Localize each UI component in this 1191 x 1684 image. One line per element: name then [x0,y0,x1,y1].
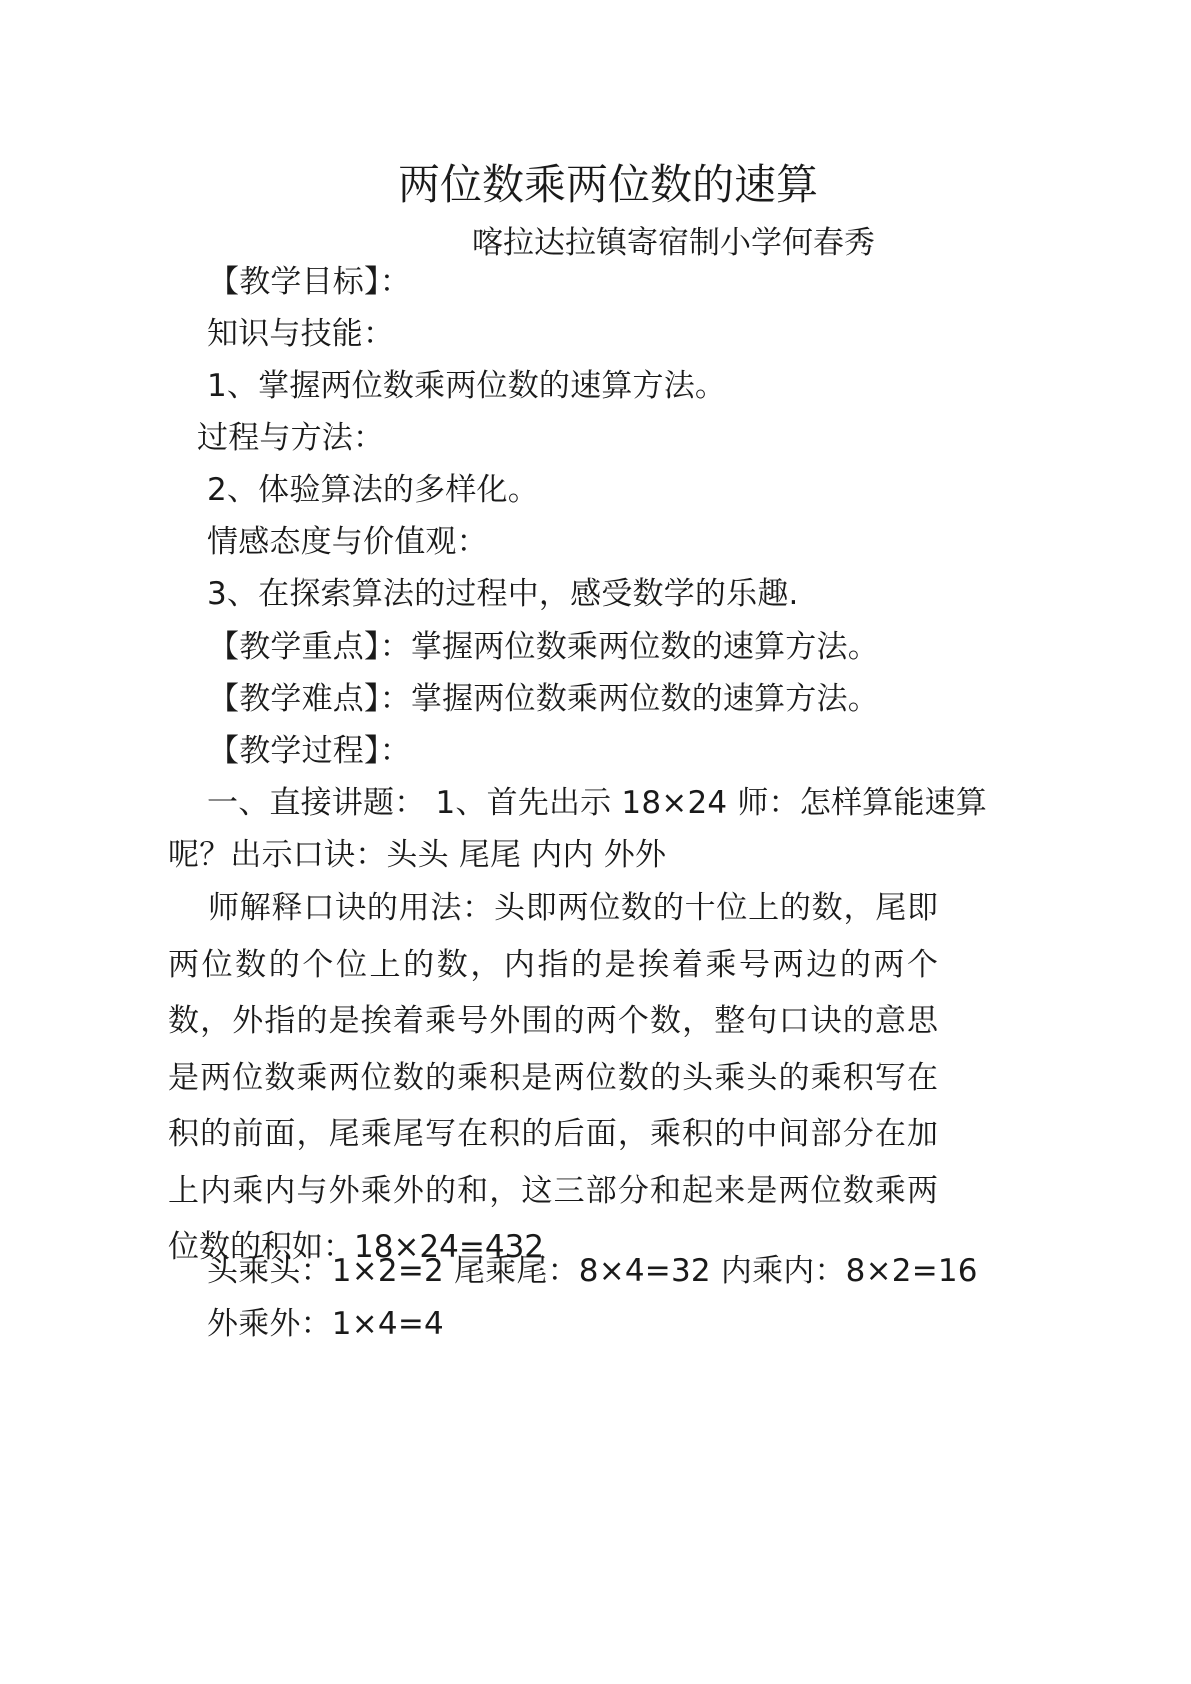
explanation-paragraph: 师解释口诀的用法：头即两位数的十位上的数，尾即两位数的个位上的数，内指的是挨着乘号两边的两个数，外指的是挨着乘号外围的两个数，整句口诀的意思是两位数乘两位数的乘积是两位数的头乘头的乘积写在积的前面，尾乘尾写在积的后面，乘积的中间部分在加上内乘内与外乘外的和，这三部分和起来是两位数乘两位数的积如：18×24=432 [168,890,938,1265]
document-author: 喀拉达拉镇寄宿制小学何春秀 [472,225,875,261]
step1-line-2: 呢？出示口诀：头头 尾尾 内内 外外 [168,837,667,873]
calc-line-2: 外乘外：1×4=4 [207,1306,444,1342]
emotion-heading: 情感态度与价值观： [207,524,488,560]
process-heading: 过程与方法： [197,420,385,456]
calc-line-1: 头乘头：1×2=2 尾乘尾：8×4=32 内乘内：8×2=16 [207,1253,978,1289]
key-point: 【教学重点】：掌握两位数乘两位数的速算方法。 [208,629,879,665]
knowledge-heading: 知识与技能： [207,316,395,352]
step1-line-1: 一、直接讲题： 1、首先出示 18×24 师：怎样算能速算 [207,785,987,821]
objective-item-1: 1、掌握两位数乘两位数的速算方法。 [207,368,727,404]
document-title: 两位数乘两位数的速算 [397,160,818,209]
objective-item-3: 3、在探索算法的过程中，感受数学的乐趣. [207,576,799,612]
objective-item-2: 2、体验算法的多样化。 [207,472,539,508]
process-steps-heading: 【教学过程】： [208,733,411,769]
difficulty-point: 【教学难点】：掌握两位数乘两位数的速算方法。 [208,681,879,717]
objectives-heading: 【教学目标】： [208,264,411,300]
